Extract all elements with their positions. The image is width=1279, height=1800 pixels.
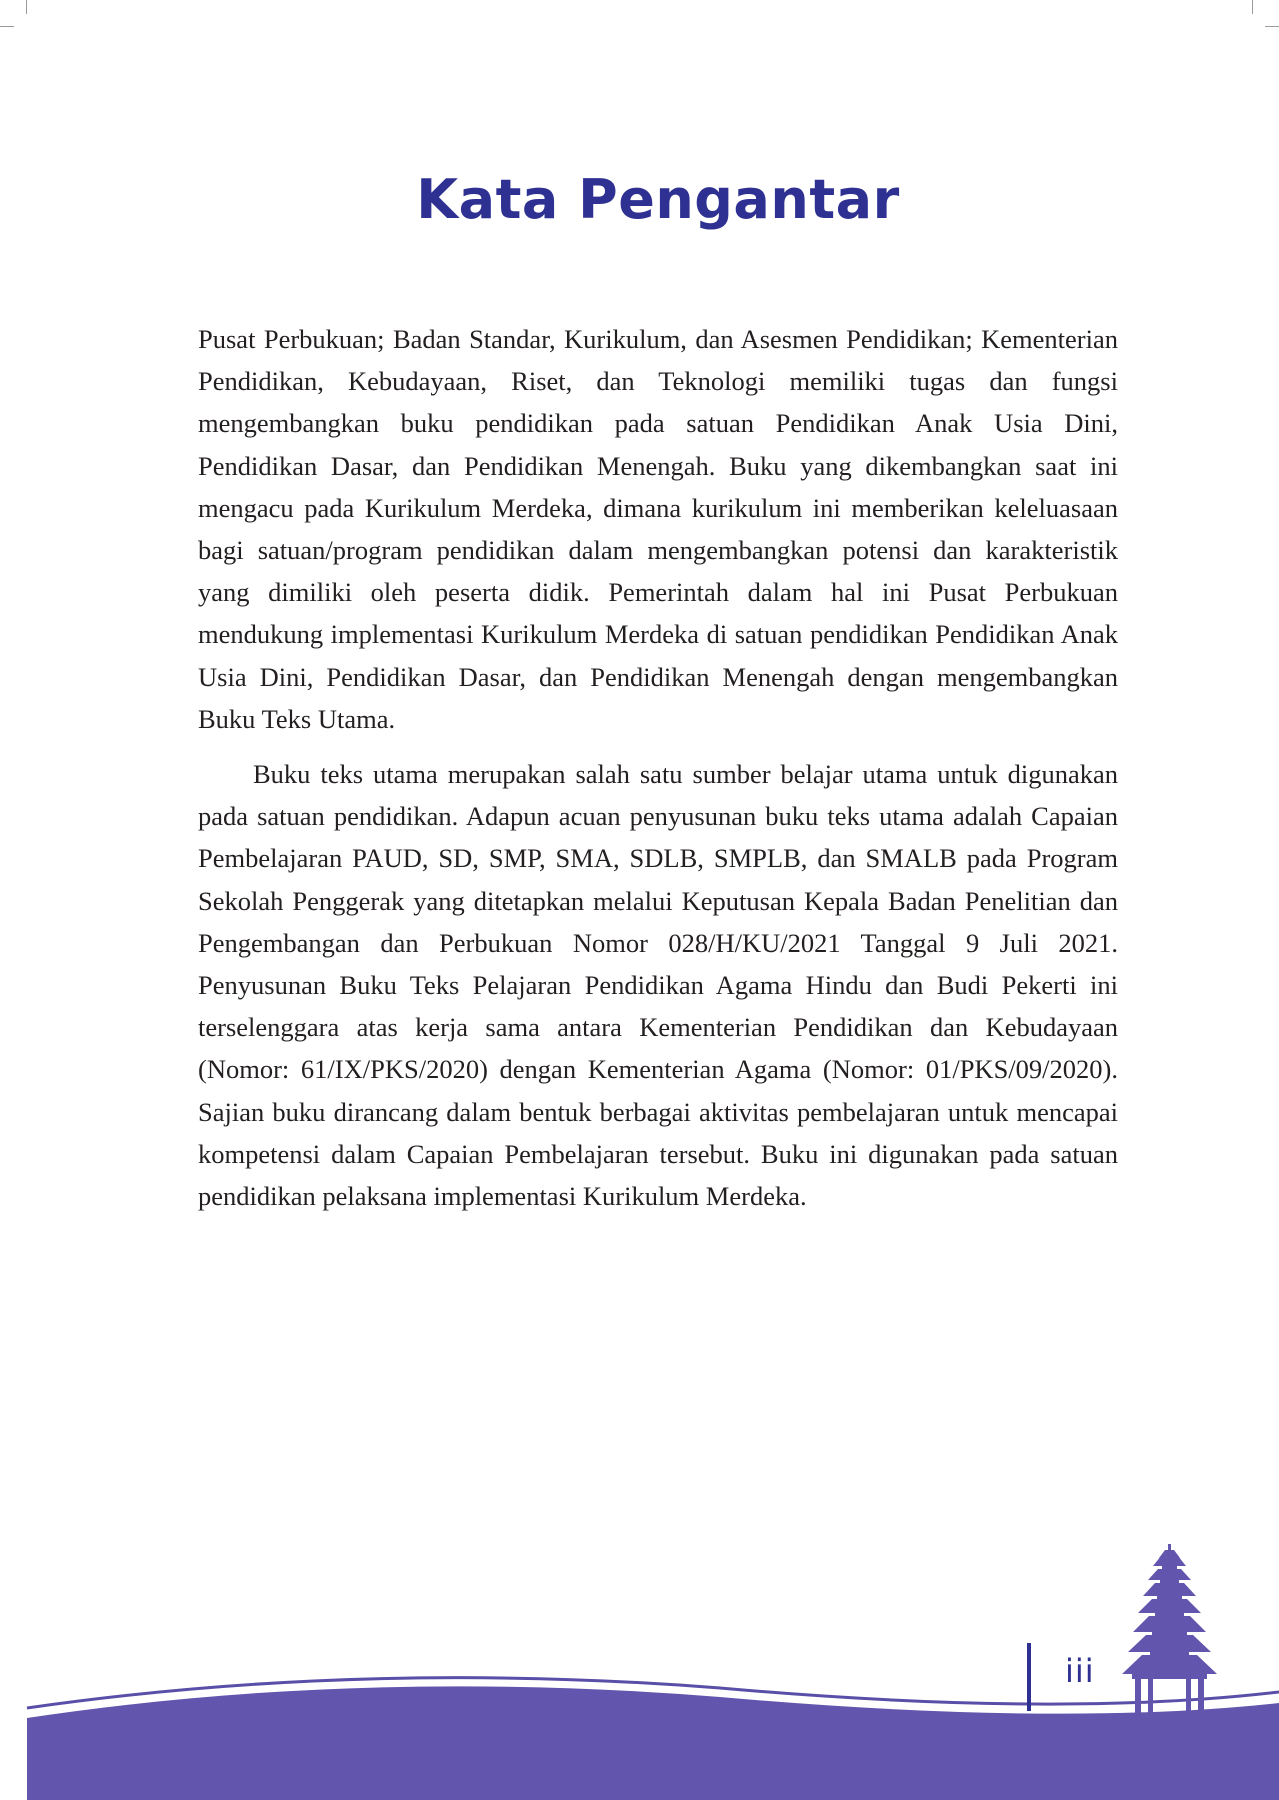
page-number: iii xyxy=(1065,1652,1095,1690)
page-number-divider xyxy=(1027,1643,1031,1711)
meru-pagoda-icon xyxy=(1122,1544,1217,1725)
page-title: Kata Pengantar xyxy=(416,168,900,231)
paragraph-2: Buku teks utama merupakan salah satu sumber belajar utama untuk digunakan pada satuan pendidikan. Adapun acuan penyusunan buku teks utama adalah Capaian Pembelajaran PAUD, SD, SMP, SMA, SDLB, SMPLB, dan SMALB pada Program Sekolah Penggerak yang ditetapkan melalui Keputusan Kepala Badan Penelitian dan Pengembangan dan Perbukuan Nomor 028/H/KU/2021 Tanggal 9 Juli 2021. Penyusunan Buku Teks Pelajaran Pendidikan Agama Hindu dan Budi Pekerti ini terselenggara atas kerja sama antara Kementerian Pendidikan dan Kebudayaan (Nomor: 61/IX/PKS/2020) dengan Kementerian Agama (Nomor: 01/PKS/09/2020). Sajian buku dirancang dalam bentuk berbagai aktivitas pembelajaran untuk mencapai kompetensi dalam Capaian Pembelajaran tersebut. Buku ini digunakan pada satuan pendidikan pelaksana implementasi Kurikulum Merdeka. xyxy=(198,759,1118,1212)
paragraph-1: Pusat Perbukuan; Badan Standar, Kurikulum, dan Asesmen Pendidikan; Kementerian Pendidikan, Kebudayaan, Riset, dan Teknologi memiliki tugas dan fungsi mengembangkan buku pendidikan pada satuan Pendidikan Anak Usia Dini, Pendidikan Dasar, dan Pendidikan Menengah. Buku yang dikembangkan saat ini mengacu pada Kurikulum Merdeka, dimana kurikulum ini memberikan keleluasaan bagi satuan/program pendidikan dalam mengembangkan potensi dan karakteristik yang dimiliki oleh peserta didik. Pemerintah dalam hal ini Pusat Perbukuan mendukung implementasi Kurikulum Merdeka di satuan pendidikan Pendidikan Anak Usia Dini, Pendidikan Dasar, dan Pendidikan Menengah dengan mengembangkan Buku Teks Utama. xyxy=(198,324,1118,734)
